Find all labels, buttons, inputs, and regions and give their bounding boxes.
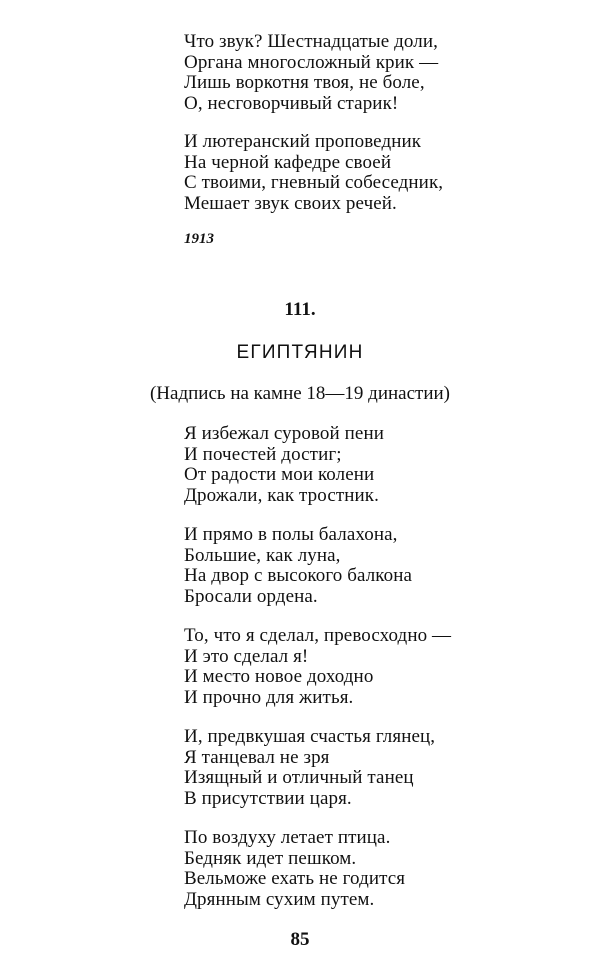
verse-line: Лишь воркотня твоя, не боле, bbox=[184, 72, 425, 93]
verse-line: И лютеранский проповедник bbox=[184, 131, 422, 152]
verse-line: С твоими, гневный собеседник, bbox=[184, 172, 444, 193]
verse-line: Дрянным сухим путем. bbox=[184, 888, 375, 910]
stanza bbox=[184, 727, 584, 809]
verse-line: И почестей достиг; bbox=[184, 443, 342, 465]
verse-line: От радости мои колени bbox=[184, 464, 375, 485]
verse-line: То, что я сделал, превосходно — bbox=[184, 625, 452, 646]
verse-line: По воздуху летает птица. bbox=[184, 827, 391, 848]
verse-line: Что звук? Шестнадцатые доли, bbox=[184, 31, 438, 52]
stanza bbox=[184, 132, 584, 214]
verse-line: Я избежал суровой пени bbox=[184, 423, 384, 444]
verse-line: О, несговорчивый старик! bbox=[184, 92, 399, 114]
page-number: 85 bbox=[290, 929, 310, 950]
stanza bbox=[184, 525, 584, 607]
poem-title: ЕГИПТЯНИН bbox=[236, 342, 364, 363]
verse-line: Бросали ордена. bbox=[184, 585, 318, 607]
verse-line: И это сделал я! bbox=[184, 645, 309, 667]
verse-line: Мешает звук своих речей. bbox=[184, 192, 397, 214]
verse-line: На черной кафедре своей bbox=[184, 151, 392, 173]
verse-line: Дрожали, как тростник. bbox=[184, 484, 379, 506]
verse-line: И, предвкушая счастья глянец, bbox=[184, 726, 436, 747]
poem-subtitle: (Надпись на камне 18—19 династии) bbox=[149, 383, 451, 404]
verse-line: На двор с высокого балкона bbox=[184, 565, 413, 586]
poem-year: 1913 bbox=[184, 231, 214, 247]
stanza bbox=[184, 424, 584, 506]
poem-number: 111. bbox=[284, 299, 316, 320]
stanza bbox=[184, 828, 584, 910]
verse-line: Я танцевал не зря bbox=[184, 746, 330, 768]
verse-line: В присутствии царя. bbox=[184, 787, 352, 809]
verse-line: Большие, как луна, bbox=[184, 544, 341, 566]
verse-line: Изящный и отличный танец bbox=[184, 767, 414, 788]
verse-line: Органа многосложный крик — bbox=[184, 51, 439, 73]
verse-line: И прочно для житья. bbox=[184, 686, 354, 708]
stanza bbox=[184, 32, 584, 114]
verse-line: Бедняк идет пешком. bbox=[184, 847, 357, 869]
verse-line: Вельможе ехать не годится bbox=[184, 868, 406, 889]
verse-line: И место новое доходно bbox=[184, 666, 374, 687]
verse-line: И прямо в полы балахона, bbox=[184, 524, 398, 545]
stanza bbox=[184, 626, 584, 708]
